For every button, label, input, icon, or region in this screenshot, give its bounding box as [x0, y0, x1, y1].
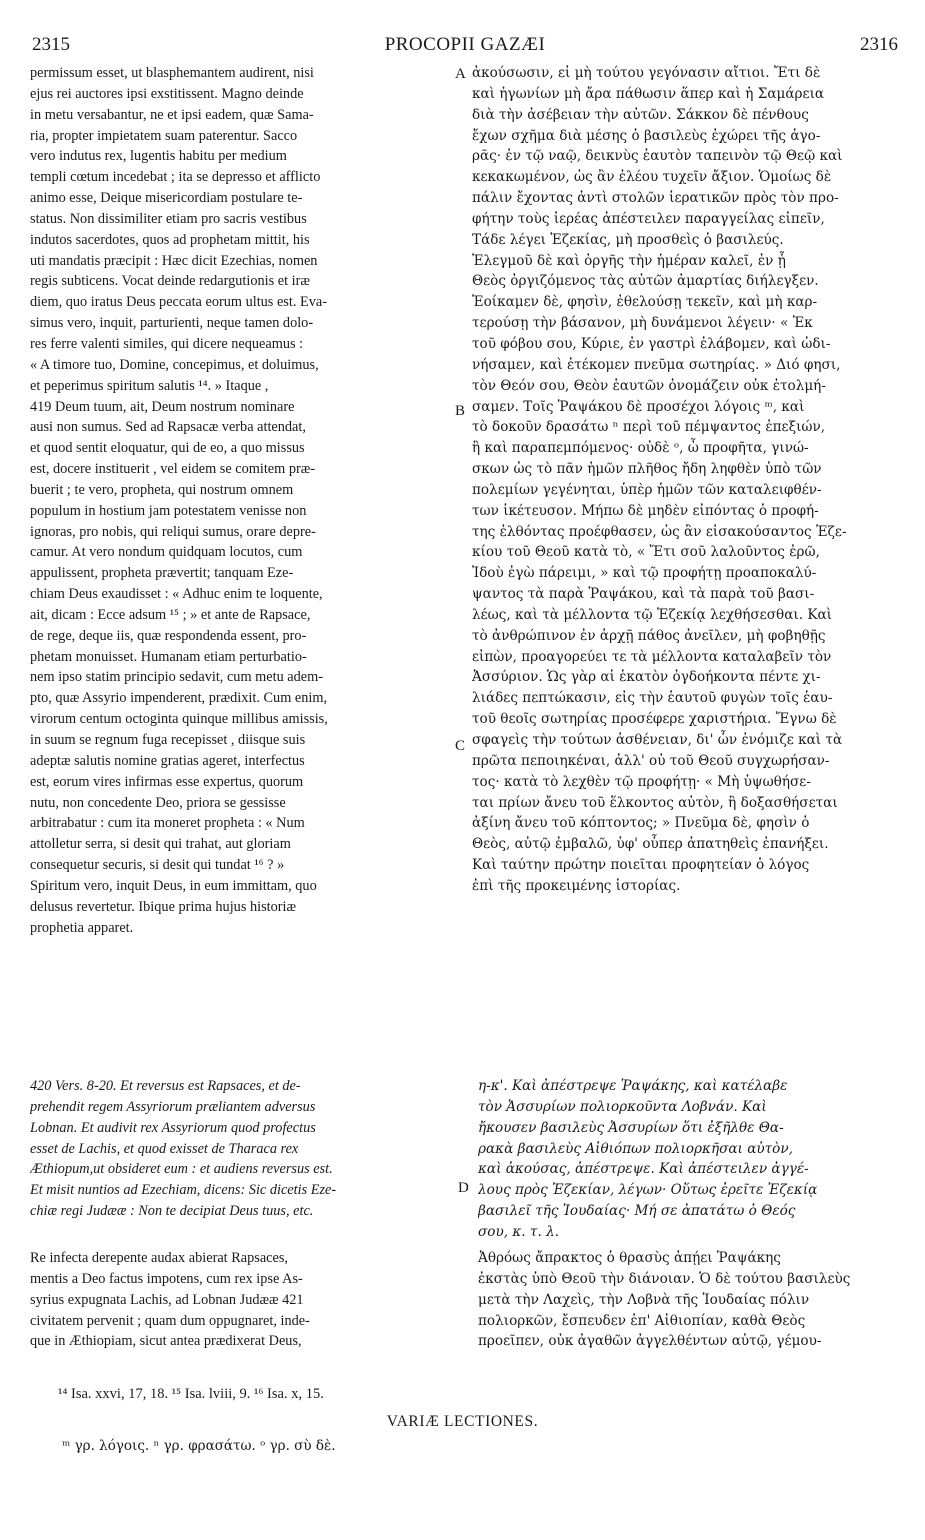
- greek-text-line: προεῖπεν, οὐκ ἀγαθῶν ἀγγελθέντων αὐτῷ, γέμου-: [478, 1333, 822, 1350]
- latin-text-line: animo esse, Deique misericordiam postulare te-: [30, 190, 303, 207]
- latin-verse-line: esset de Lachis, et quod exisset de Tharaca rex: [30, 1140, 299, 1157]
- margin-letter-c: C: [455, 738, 466, 754]
- greek-text-line: διὰ τὴν ἀσέβειαν τὴν αὐτῶν. Σάκκον δὲ πένθους: [472, 106, 809, 123]
- latin-verse-block: [30, 1076, 460, 1222]
- margin-letter-a: A: [455, 66, 466, 82]
- greek-text-line: ἀξίνη ἄνευ τοῦ κόπτοντος; » Πνεῦμα δὲ, φησὶν ὁ: [472, 815, 810, 832]
- greek-text-line: πολιορκῶν, ἔσπευδεν ἐπ' Αἰθιοπίαν, καθὰ Θεὸς: [478, 1312, 806, 1329]
- latin-text-line: ausi non sumus. Sed ad Rapsacæ verba attendat,: [30, 419, 306, 436]
- greek-text-line: Τάδε λέγει Ἐζεκίας, μὴ προσθεὶς ὁ βασιλεύς.: [472, 231, 784, 248]
- latin-verse-line: Lobnan. Et audivit rex Assyriorum quod profectus: [30, 1119, 316, 1136]
- latin-text-line: Re infecta derepente audax abierat Rapsaces,: [30, 1250, 289, 1266]
- greek-text-line: μετὰ τὴν Λαχεὶς, τὴν Λοβνὰ τῆς Ἰουδαίας πόλιν: [478, 1291, 810, 1308]
- latin-text-line: status. Non dissimiliter etiam pro sacris vestibus: [30, 210, 307, 227]
- running-header: [32, 34, 898, 64]
- latin-text-line: uti mandatis præcipit : Hæc dicit Ezechias, nomen: [30, 252, 318, 269]
- latin-text-line: arbitrabatur : cum ita moneret propheta : « Num: [30, 815, 305, 832]
- latin-text-line: vero indutus rex, lugentis habitu per medium: [30, 148, 287, 165]
- latin-column: [30, 63, 460, 938]
- greek-text-line: τοῦ φόβου σου, Κύριε, ἐν γαστρὶ ἐλάβομεν, καὶ ὠδι-: [472, 335, 831, 352]
- latin-text-line: appulissent, propheta prævertit; tanquam Eze-: [30, 565, 294, 582]
- latin-text-line: ejus rei auctores ipsi exstitissent. Magno deinde: [30, 85, 304, 102]
- greek-text-line: σαμεν. Τοῖς Ῥαψάκου δὲ προσέχοι λόγοις ᵐ, καὶ: [472, 398, 805, 415]
- latin-text-line: indutos sacerdotes, quos ad prophetam mittit, his: [30, 231, 310, 248]
- greek-text-line: τὸ δοκοῦν δρασάτω ⁿ περὶ τοῦ πέμψαντος ἐπεξιών,: [472, 419, 826, 436]
- greek-text-line: τὸ ἀνθρώπινον ἐν ἀρχῇ πάθος ἀνεῖλεν, μὴ φοβηθῇς: [472, 627, 826, 644]
- latin-text-line: ignoras, pro nobis, qui reliqui sumus, orare depre-: [30, 523, 316, 540]
- greek-text-line: ἀκούσωσιν, εἰ μὴ τούτου γεγόνασιν αἴτιοι. Ἔτι δὲ: [472, 65, 821, 81]
- greek-text-line: Θεὸς, αὐτῷ ἐμβαλῶ, ὑφ' οὗπερ ἀπατηθεὶς ἐπανήξει.: [472, 836, 829, 853]
- greek-text-line: των ἱκέτευσον. Μήπω δὲ μηδὲν εἰπόντας ὁ προφή-: [472, 502, 819, 519]
- latin-text-line: que in Æthiopiam, sicut antea prædixerat Deus,: [30, 1333, 302, 1350]
- latin-text-line: camur. At vero nondum quidquam locutos, cum: [30, 544, 303, 561]
- latin-text-line: est, docere instituerit , vel eidem se comitem præ-: [30, 461, 316, 478]
- greek-text-line: σκων ὡς τὸ πᾶν ἡμῶν πλῆθος ἤδη ληφθὲν ὑπὸ τῶν: [472, 461, 822, 478]
- greek-verse-line: ρακὰ βασιλεὺς Αἰθιόπων πολιορκῆσαι αὐτὸν,: [478, 1140, 793, 1157]
- latin-verse-line: chiæ regi Judææ : Non te decipiat Deus tuus, etc.: [30, 1203, 314, 1220]
- latin-text-line: ria, propter impietatem suam paterentur. Sacco: [30, 127, 298, 144]
- latin-text-line: ait, dicam : Ecce adsum ¹⁵ ; » et ante de Rapsace,: [30, 606, 311, 623]
- page-number-left: 2315: [32, 34, 70, 55]
- greek-text-line: εἰπὼν, προαγορεύει τε τὰ μέλλοντα καταλαβεῖν τὸν: [472, 648, 832, 665]
- greek-text-line: φήτην τοὺς ἱερέας ἀπέστειλεν παραγγείλας εἰπεῖν,: [472, 210, 825, 227]
- latin-text-line: nem ipso statim principio sedavit, cum metu adem-: [30, 669, 324, 686]
- latin-verse-line: 420 Vers. 8-20. Et reversus est Rapsaces, et de-: [30, 1078, 301, 1094]
- latin-text-line: adeptæ salutis nomine gratias ageret, interfectus: [30, 752, 305, 769]
- greek-verse-line: λους πρὸς Ἐζεκίαν, λέγων· Οὕτως ἐρεῖτε Ἐζεκίᾳ: [478, 1182, 818, 1199]
- greek-verse-line: βασιλεῖ τῆς Ἰουδαίας· Μή σε ἀπατάτω ὁ Θεός: [478, 1203, 796, 1220]
- greek-text-line: Ἀθρόως ἄπρακτος ὁ θρασὺς ἀπῄει Ῥαψάκης: [478, 1250, 781, 1266]
- latin-text-line: 419 Deum tuum, ait, Deum nostrum nominare: [30, 398, 295, 415]
- greek-text-line: ρᾶς· ἐν τῷ ναῷ, δεικνὺς ἑαυτὸν ταπεινὸν τῷ Θεῷ καὶ: [472, 148, 843, 165]
- greek-text-line: τος· κατὰ τὸ λεχθὲν τῷ προφήτῃ· « Μὴ ὑψωθήσε-: [472, 773, 811, 790]
- greek-tail-block: [478, 1248, 900, 1352]
- greek-text-line: τὸν Θεόν σου, Θεὸν ἑαυτῶν ὀνομάζειν οὐκ ἐτολμή-: [472, 377, 826, 394]
- greek-text-line: νήσαμεν, καὶ ἐτέκομεν πνεῦμα σωτηρίας. » Διό φησι,: [472, 356, 841, 373]
- greek-text-line: πάλιν ἔχοντας ἀντὶ στολῶν ἱερατικῶν πρὸς τὸν προ-: [472, 190, 839, 207]
- greek-verse-line: η-κ'. Καὶ ἀπέστρεψε Ῥαψάκης, καὶ κατέλαβε: [478, 1078, 788, 1094]
- latin-text-line: attolletur serra, si desit qui trahat, aut gloriam: [30, 836, 291, 853]
- greek-text-line: πολεμίων γεγένηται, ὑπὲρ ἡμῶν τῶν καταλειφθέν-: [472, 481, 822, 498]
- latin-text-line: simus vero, inquit, parturienti, neque tamen dolo-: [30, 315, 314, 332]
- latin-text-line: « A timore tuo, Domine, concepimus, et doluimus,: [30, 356, 319, 373]
- latin-verse-line: Et misit nuntios ad Ezechiam, dicens: Sic dicetis Eze-: [30, 1182, 337, 1199]
- page-title: PROCOPII GAZÆI: [384, 34, 546, 55]
- latin-text-line: res ferre valenti similes, qui dicere nequeamus :: [30, 335, 304, 352]
- greek-column: [472, 63, 900, 897]
- latin-text-line: permissum esset, ut blasphemantem audirent, nisi: [30, 65, 314, 81]
- greek-text-line: Θεὸς ὀργιζόμενος τὰς αὐτῶν ἁμαρτίας διήλεγξεν.: [472, 273, 819, 290]
- latin-verse-line: Æthiopum,ut obsideret eum : et audiens reversus est.: [30, 1161, 333, 1178]
- latin-text-line: regis subticens. Vocat deinde redargutionis et iræ: [30, 273, 310, 290]
- variae-lectiones-title: VARIÆ LECTIONES.: [386, 1413, 539, 1430]
- latin-text-line: diem, quo iratus Deus peccata eorum ultus est. Eva-: [30, 294, 327, 311]
- greek-verse-line: καὶ ἀκούσας, ἀπέστρεψε. Καὶ ἀπέστειλεν ἀγγέ-: [478, 1161, 809, 1178]
- greek-text-line: ψαντος τὰ παρὰ Ῥαψάκου, καὶ τὰ παρὰ τοῦ βασι-: [472, 586, 815, 603]
- greek-text-line: κίου τοῦ Θεοῦ κατὰ τὸ, « Ἔτι σοῦ λαλοῦντος ἐρῶ,: [472, 544, 820, 561]
- margin-letter-d: D: [458, 1180, 469, 1196]
- latin-text-line: civitatem pervenit ; quam dum oppugnaret, inde-: [30, 1312, 310, 1329]
- greek-text-line: τοῦ θεοῖς σωτηρίας προσέφερε χαριστήρια. Ἔγνω δὲ: [472, 711, 837, 728]
- latin-text-line: syrius expugnata Lachis, ad Lobnan Judææ 421: [30, 1291, 304, 1308]
- latin-text-line: de rege, deque iis, quæ respondenda essent, pro-: [30, 627, 307, 644]
- latin-text-line: populum in hostium jam potestatem venisse non: [30, 502, 307, 519]
- latin-text-line: pto, quæ Assyrio impenderent, prædixit. Cum enim,: [30, 690, 328, 707]
- greek-text-line: της ἐλθόντας προέφθασεν, ὡς ἂν εἰσακούσαντος Ἐζε-: [472, 523, 847, 540]
- latin-text-line: templi cœtum incedebat ; ita se depresso et afflicto: [30, 169, 321, 186]
- greek-text-line: ἔχων σχῆμα διὰ μέσης ὁ βασιλεὺς ἐχώρει τῆς ἀγο-: [472, 127, 821, 144]
- latin-text-line: est, eorum vires infirmas esse expertus, quorum: [30, 773, 304, 790]
- greek-text-line: πρῶτα πεποιηκέναι, ἀλλ' οὐ τοῦ Θεοῦ συγχωρήσαν-: [472, 752, 830, 769]
- greek-text-line: Ἰδοὺ ἐγὼ πάρειμι, » καὶ τῷ προφήτῃ προαποκαλύ-: [472, 565, 817, 582]
- latin-text-line: et peperimus spiritum salutis ¹⁴. » Itaque ,: [30, 377, 269, 394]
- latin-text-line: in suum se regnum fuga recepisset , diisque suis: [30, 732, 306, 748]
- greek-text-line: ται πρίων ἄνευ τοῦ ἕλκοντος αὐτὸν, ἢ δοξασθήσεται: [472, 794, 838, 811]
- greek-text-line: Ἐλεγμοῦ δὲ καὶ ὀργῆς τὴν ἡμέραν καλεῖ, ἐν ᾗ: [472, 252, 786, 269]
- greek-text-line: Καὶ ταύτην πρώτην ποιεῖται προφητείαν ὁ λόγος: [472, 857, 810, 874]
- latin-text-line: nutu, non concedente Deo, priora se gessisse: [30, 794, 286, 811]
- greek-verse-block: [478, 1076, 900, 1243]
- greek-text-line: λέως, καὶ τὰ μέλλοντα τῷ Ἐζεκίᾳ λεχθήσεσθαι. Καὶ: [472, 606, 833, 623]
- greek-verse-line: ἤκουσεν βασιλεὺς Ἀσσυρίων ὅτι ἐξῆλθε Θα-: [478, 1119, 784, 1136]
- latin-text-line: Spiritum vero, inquit Deus, in eum immittam, quo: [30, 877, 317, 894]
- margin-letter-b: B: [455, 403, 466, 419]
- greek-text-line: ἐκστὰς ὑπὸ Θεοῦ τὴν διάνοιαν. Ὁ δὲ τούτου βασιλεὺς: [478, 1270, 851, 1287]
- latin-text-line: phetam monuisset. Humanam etiam perturbatio-: [30, 648, 307, 665]
- greek-text-line: λιάδες πεπτώκασιν, εἰς τὴν ἑαυτοῦ φυγὼν τοῖς ἑαυ-: [472, 690, 833, 707]
- greek-verse-line: σου, κ. τ. λ.: [478, 1223, 560, 1240]
- latin-text-line: in metu versabantur, ne et ipsi eadem, quæ Sama-: [30, 106, 314, 123]
- latin-text-line: prophetia apparet.: [30, 919, 134, 936]
- greek-text-line: ἢ καὶ παραπεμπόμενος· οὐδὲ ᵒ, ὦ προφῆτα, γινώ-: [472, 440, 809, 457]
- footnotes: ¹⁴ Isa. xxvi, 17, 18. ¹⁵ Isa. lviii, 9. ¹⁶ Isa. x, 15.: [58, 1386, 324, 1402]
- latin-tail-block: [30, 1248, 460, 1352]
- latin-text-line: delusus revertetur. Ibique prima hujus historiæ: [30, 898, 297, 915]
- latin-text-line: mentis a Deo factus impotens, cum rex ipse As-: [30, 1270, 303, 1287]
- page-number-right: 2316: [860, 34, 898, 55]
- latin-text-line: et quod sentit eloquatur, qui de eo, a quo missus: [30, 440, 305, 457]
- latin-text-line: virorum centum octoginta quinque millibus amissis,: [30, 711, 328, 728]
- greek-verse-line: τὸν Ἀσσυρίων πολιορκοῦντα Λοβνάν. Καὶ: [478, 1098, 767, 1115]
- variae-lectiones-notes: ᵐ γρ. λόγοις. ⁿ γρ. φρασάτω. ᵒ γρ. σὺ δὲ.: [62, 1438, 336, 1454]
- greek-text-line: Ἀσσύριον. Ὡς γὰρ αἱ ἑκατὸν ὀγδοήκοντα πέντε χι-: [472, 669, 821, 686]
- greek-text-line: καὶ ἠγωνίων μὴ ἄρα πάθωσιν ἅπερ καὶ ἡ Σαμάρεια: [472, 85, 825, 102]
- latin-text-line: buerit ; te vero, propheta, qui nostrum omnem: [30, 481, 294, 498]
- greek-text-line: ἐπὶ τῆς προκειμένης ἱστορίας.: [472, 877, 681, 894]
- latin-text-line: consequetur securis, si desit qui tundat ¹⁶ ? »: [30, 857, 285, 874]
- greek-text-line: σφαγεὶς τὴν τούτων ἀσθένειαν, δι' ὧν ἐνόμιζε καὶ τὰ: [472, 732, 843, 748]
- greek-text-line: τερούσῃ τὴν βάσανον, μὴ δυνάμενοι λέγειν· « Ἐκ: [472, 315, 813, 332]
- latin-verse-line: prehendit regem Assyriorum præliantem adversus: [30, 1098, 316, 1115]
- latin-text-line: chiam Deus exaudisset : « Adhuc enim te loquente,: [30, 586, 323, 603]
- greek-text-line: Ἐοίκαμεν δὲ, φησὶν, ἐθελούσῃ τεκεῖν, καὶ μὴ καρ-: [472, 294, 818, 311]
- greek-text-line: κεκακωμένον, ὡς ἂν ἐλέου τυχεῖν ἄξιον. Ὁμοίως δὲ: [472, 169, 832, 186]
